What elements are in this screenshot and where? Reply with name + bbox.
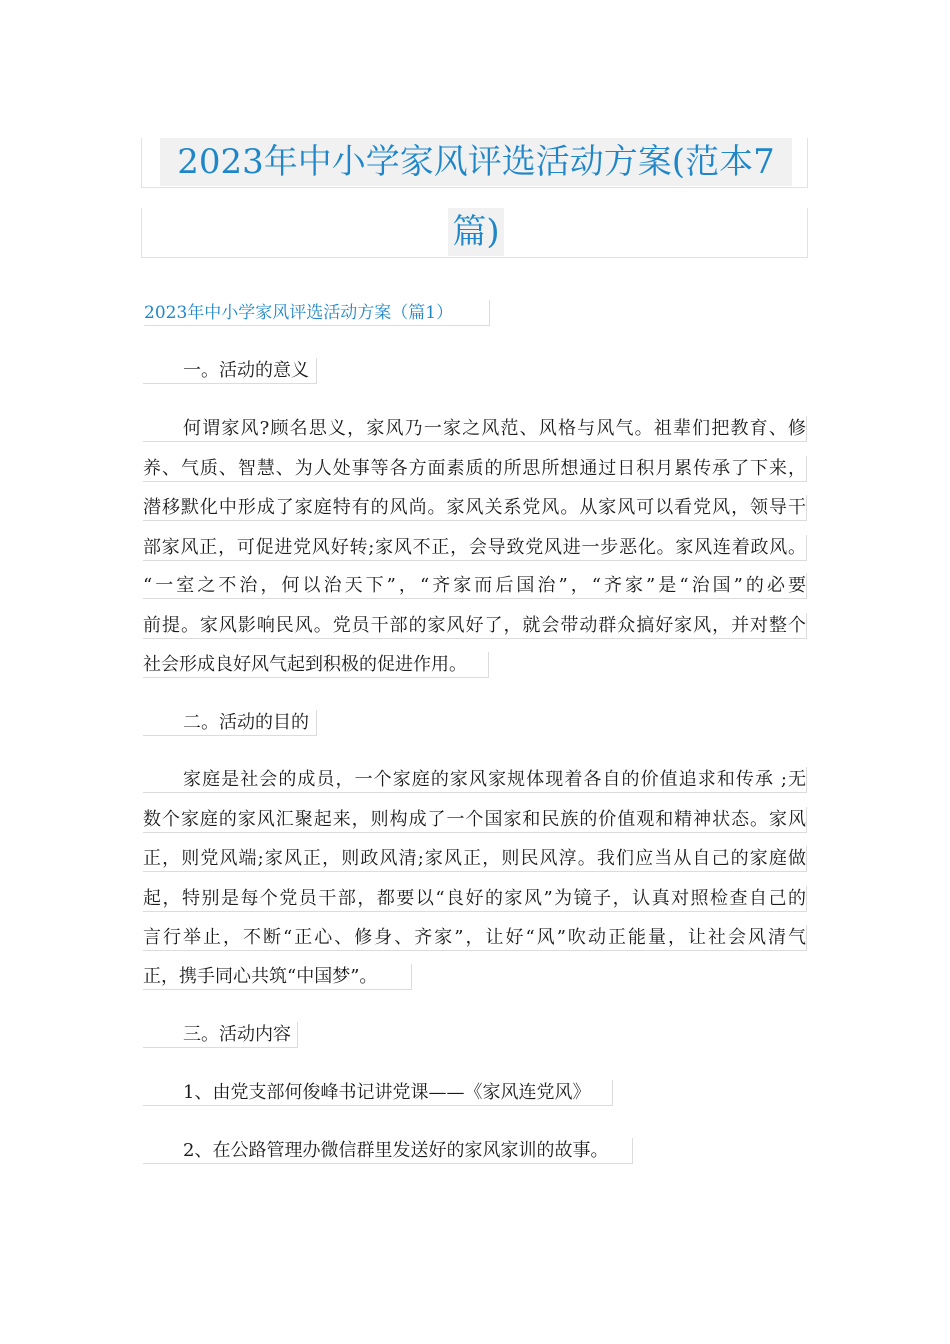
part1-line-3: 潜移默化中形成了家庭特有的风尚。家风关系党风。从家风可以看党风，领导干	[143, 495, 807, 521]
part2-line-1: 家庭是社会的成员，一个家庭的家风家规体现着各自的价值追求和传承 ;无	[143, 767, 807, 793]
part3-heading: 三。活动内容	[143, 1022, 298, 1048]
part1-line-1: 何谓家风?顾名思义，家风乃一家之风范、风格与风气。祖辈们把教育、修	[143, 416, 807, 442]
part1-line-7: 社会形成良好风气起到积极的促进作用。	[143, 652, 489, 678]
part2-line-2: 数个家庭的家风汇聚起来，则构成了一个国家和民族的价值观和精神状态。家风	[143, 807, 807, 833]
part2-line-6: 正，携手同心共筑“中国梦”。	[143, 964, 412, 990]
part3-item-1: 1、由党支部何俊峰书记讲党课——《家风连党风》	[143, 1080, 613, 1106]
part2-line-5: 言行举止，不断“正心、修身、齐家”，让好“风”吹动正能量，让社会风清气	[143, 925, 807, 951]
part1-line-6: 前提。家风影响民风。党员干部的家风好了，就会带动群众搞好家风，并对整个	[143, 613, 807, 639]
part3-item-2: 2、在公路管理办微信群里发送好的家风家训的故事。	[143, 1138, 633, 1164]
title-line-2-box	[141, 208, 808, 258]
document-title-line-1: 2023年中小学家风评选活动方案(范本7	[160, 138, 792, 186]
part2-heading: 二。活动的目的	[143, 710, 317, 736]
part1-line-2: 养、气质、智慧、为人处事等各方面素质的所思所想通过日积月累传承了下来，	[143, 456, 807, 482]
part2-line-4: 起，特别是每个党员干部，都要以“良好的家风”为镜子，认真对照检查自己的	[143, 886, 807, 912]
title-line-1-box	[141, 138, 808, 188]
document-title-line-2: 篇)	[448, 208, 504, 256]
part1-line-4: 部家风正，可促进党风好转;家风不正，会导致党风进一步恶化。家风连着政风。	[143, 535, 807, 561]
part1-line-5: “一室之不治，何以治天下”，“齐家而后国治”，“齐家”是“治国”的必要	[143, 573, 807, 599]
section-heading: 2023年中小学家风评选活动方案（篇1）	[144, 300, 490, 326]
part2-line-3: 正，则党风端;家风正，则政风清;家风正，则民风淳。我们应当从自己的家庭做	[143, 846, 807, 872]
part1-heading: 一。活动的意义	[143, 358, 317, 384]
